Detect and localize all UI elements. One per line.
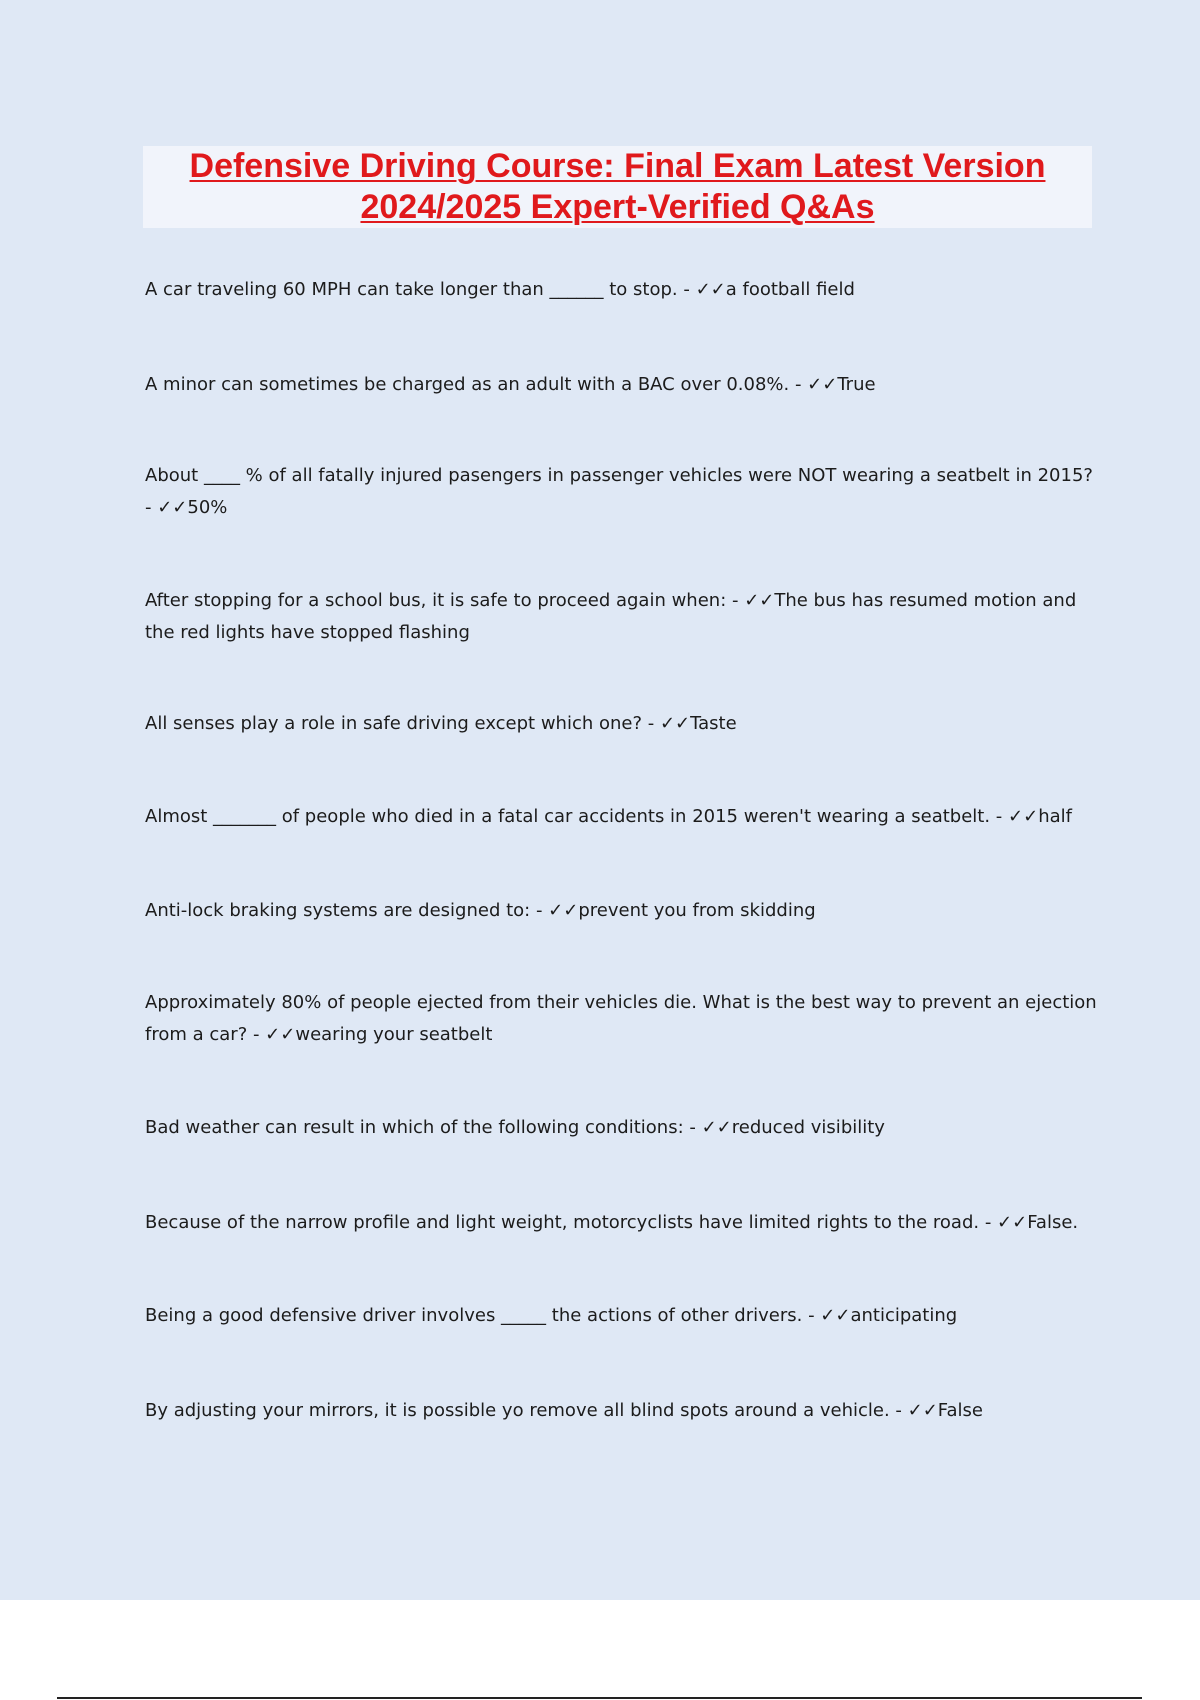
qa-item: All senses play a role in safe driving except which one? - ✓✓Taste: [145, 713, 737, 734]
qa-item: Anti-lock braking systems are designed to: - ✓✓prevent you from skidding: [145, 900, 816, 921]
qa-item: About ____ % of all fatally injured pasengers in passenger vehicles were NOT wearing a seatbelt in 2015? - ✓✓50%: [145, 465, 1093, 518]
qa-item: Being a good defensive driver involves _____ the actions of other drivers. - ✓✓anticipating: [145, 1305, 958, 1326]
qa-item: A minor can sometimes be charged as an adult with a BAC over 0.08%. - ✓✓True: [145, 374, 876, 395]
title-line-2: 2024/2025 Expert-Verified Q&As: [360, 188, 875, 226]
qa-item: Almost _______ of people who died in a fatal car accidents in 2015 weren't wearing a seatbelt. - ✓✓half: [145, 806, 1072, 827]
title-line-1: Defensive Driving Course: Final Exam Latest Version: [189, 147, 1046, 185]
qa-item: Approximately 80% of people ejected from their vehicles die. What is the best way to prevent an ejection from a car? - ✓✓wearing your seatbelt: [145, 992, 1097, 1045]
qa-item: A car traveling 60 MPH can take longer than ______ to stop. - ✓✓a football field: [145, 279, 855, 300]
qa-item: Bad weather can result in which of the following conditions: - ✓✓reduced visibility: [145, 1117, 885, 1138]
qa-item: By adjusting your mirrors, it is possible yo remove all blind spots around a vehicle. - ✓✓False: [145, 1400, 983, 1421]
footer-divider: [57, 1697, 1142, 1699]
qa-item: After stopping for a school bus, it is safe to proceed again when: - ✓✓The bus has resumed motion and the red lights have stopped flashing: [145, 590, 1077, 643]
document-title: [143, 146, 1092, 228]
qa-item: Because of the narrow profile and light weight, motorcyclists have limited rights to the road. - ✓✓False.: [145, 1212, 1079, 1233]
